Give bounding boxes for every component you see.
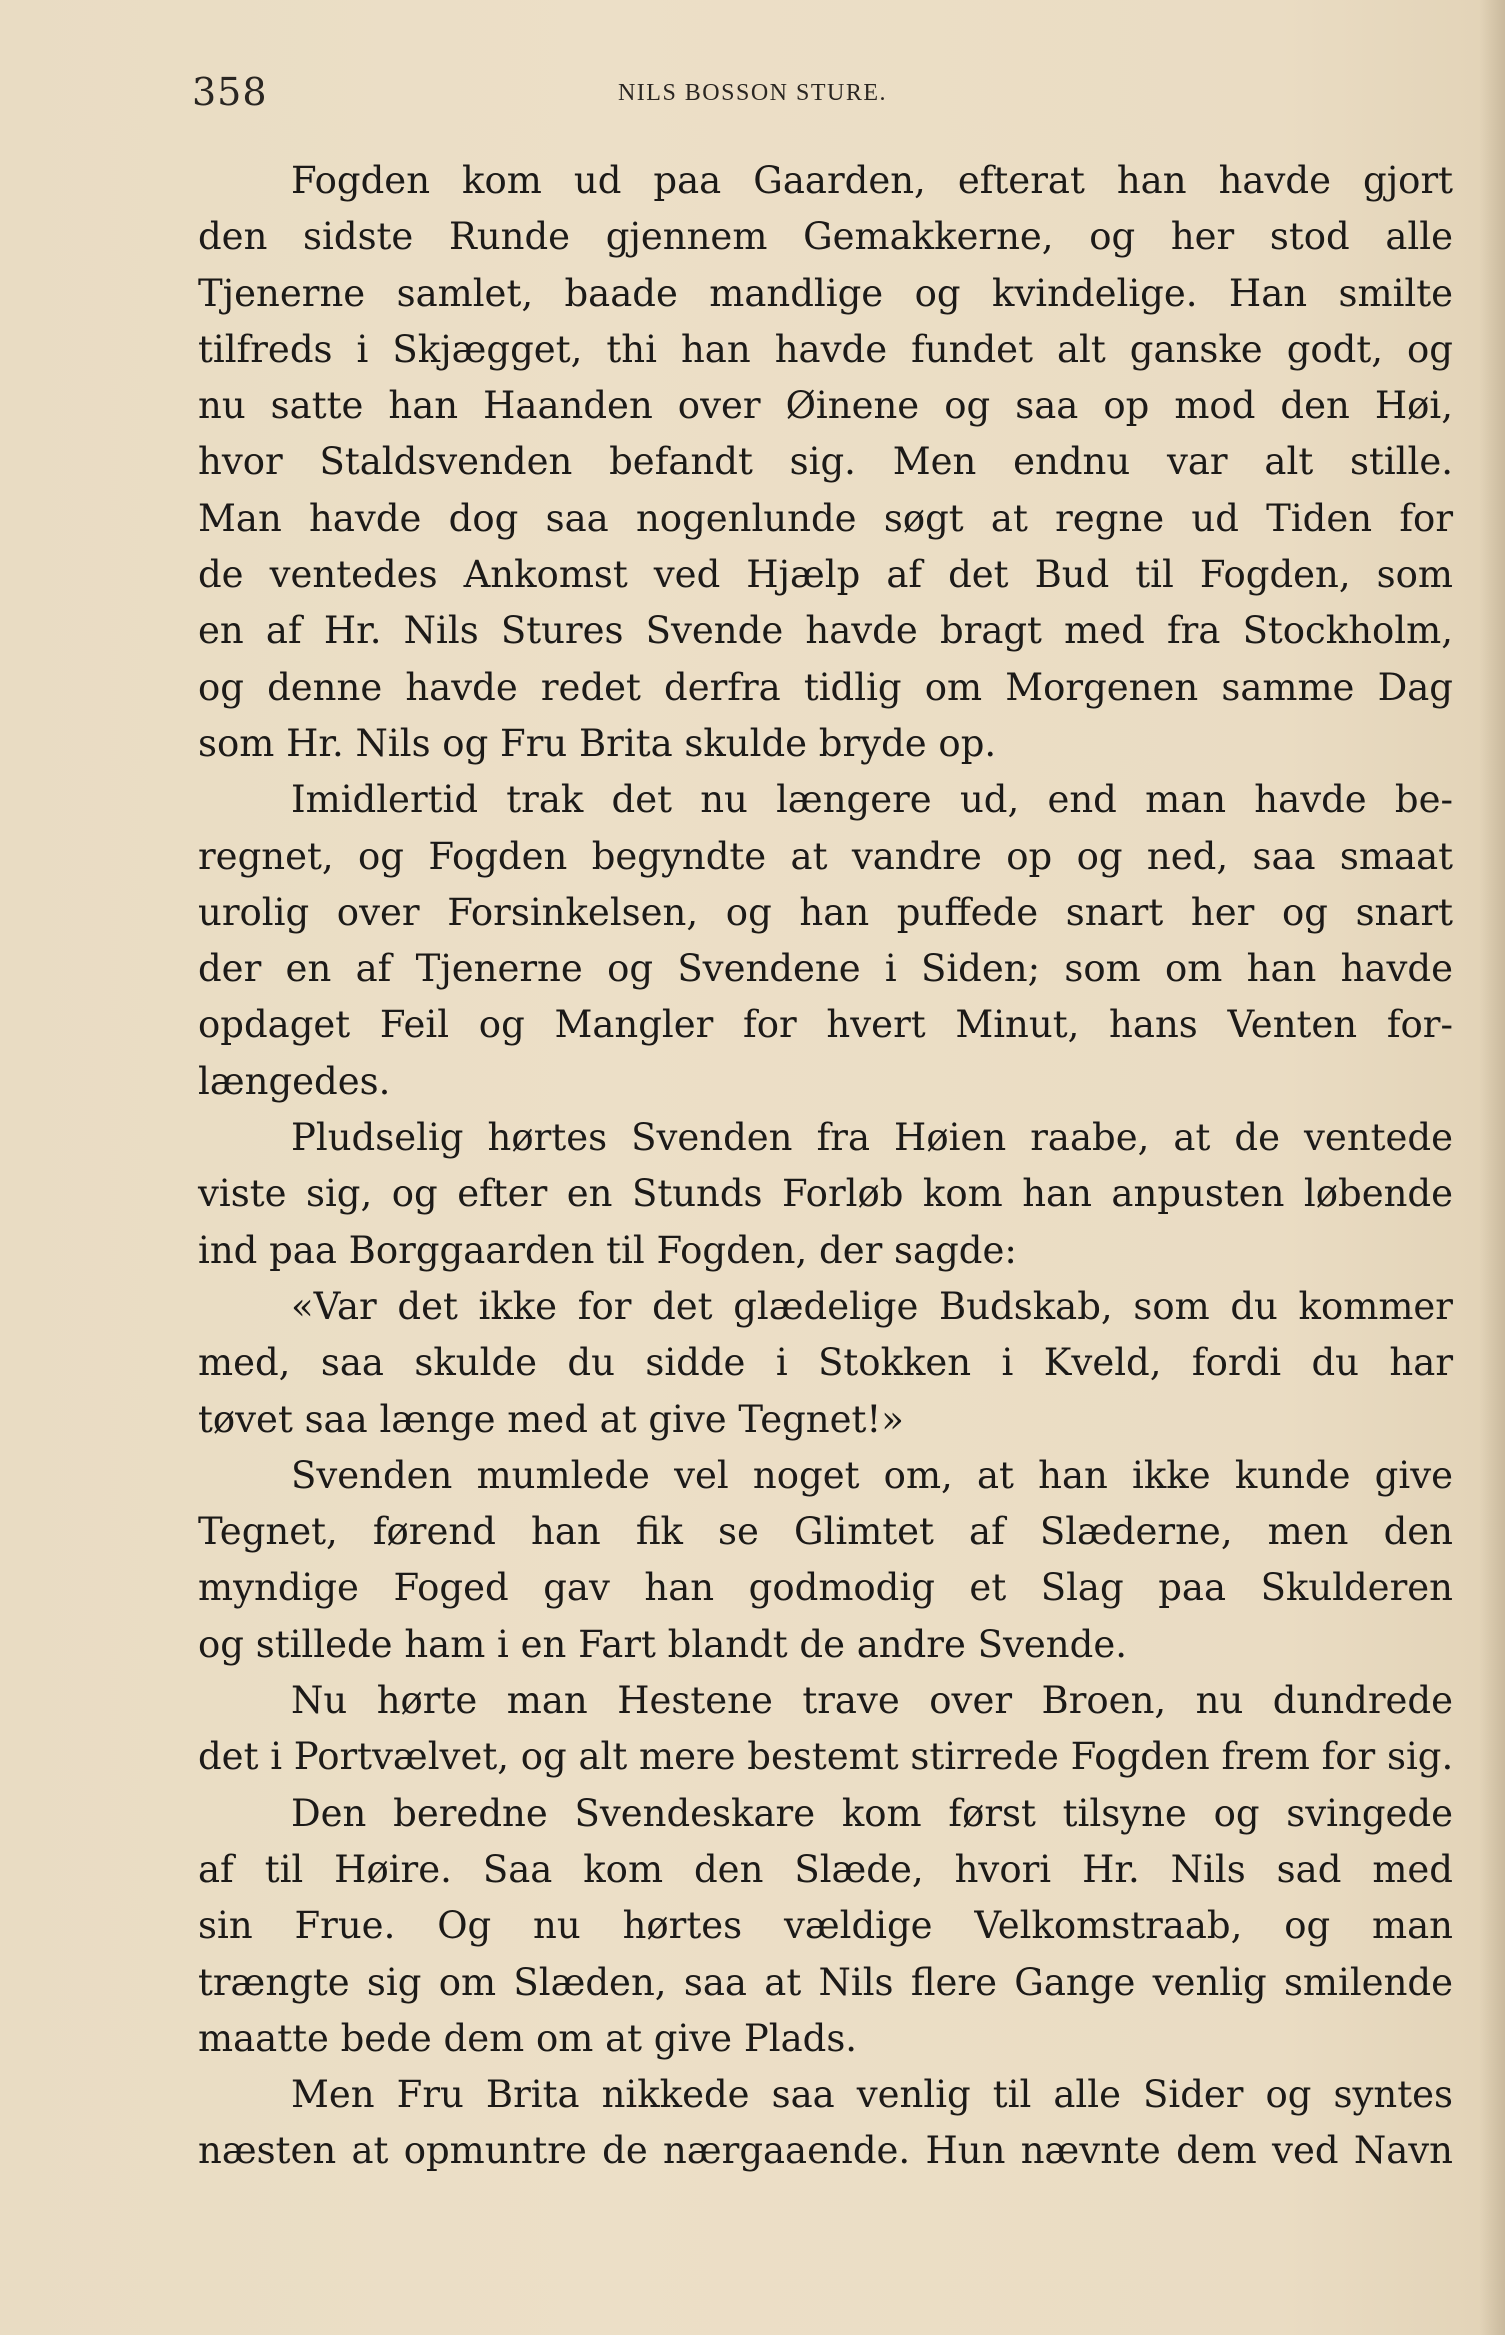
page-edge-shadow [1479, 0, 1505, 2335]
text-line: nu satte han Haanden over Øinene og saa op mod den Høi, [198, 384, 1453, 428]
text-line: og stillede ham i en Fart blandt de andre Svende. [198, 1622, 1127, 1666]
text-line: af til Høire. Saa kom den Slæde, hvori Hr. Nils sad med [198, 1847, 1453, 1891]
text-line: Pludselig hørtes Svenden fra Høien raabe, at de ventede [291, 1116, 1453, 1160]
text-line: som Hr. Nils og Fru Brita skulde bryde op. [198, 721, 997, 765]
page-number: 358 [192, 70, 268, 114]
text-line: sin Frue. Og nu hørtes vældige Velkomstraab, og man [198, 1904, 1453, 1948]
text-line: opdaget Feil og Mangler for hvert Minut, hans Venten for- [198, 1003, 1453, 1047]
text-line: Svenden mumlede vel noget om, at han ikke kunde give [291, 1453, 1453, 1497]
text-line: ind paa Borggaarden til Fogden, der sagde: [198, 1228, 1017, 1272]
text-line: Tjenerne samlet, baade mandlige og kvindelige. Han smilte [198, 271, 1453, 315]
text-line: hvor Staldsvenden befandt sig. Men endnu var alt stille. [198, 440, 1453, 484]
text-line: Den beredne Svendeskare kom først tilsyne og svingede [291, 1791, 1453, 1835]
text-line: Men Fru Brita nikkede saa venlig til alle Sider og syntes [291, 2073, 1453, 2117]
text-line: Man havde dog saa nogenlunde søgt at regne ud Tiden for [198, 496, 1453, 540]
text-line: der en af Tjenerne og Svendene i Siden; som om han havde [198, 947, 1453, 991]
text-line: en af Hr. Nils Stures Svende havde bragt med fra Stockholm, [198, 609, 1453, 653]
text-line: Nu hørte man Hestene trave over Broen, nu dundrede [291, 1679, 1453, 1723]
text-line: med, saa skulde du sidde i Stokken i Kveld, fordi du har [198, 1341, 1453, 1385]
text-line: det i Portvælvet, og alt mere bestemt stirrede Fogden frem for sig. [198, 1735, 1454, 1779]
text-line: maatte bede dem om at give Plads. [198, 2016, 858, 2060]
text-line: den sidste Runde gjennem Gemakkerne, og her stod alle [198, 215, 1453, 259]
running-head: NILS BOSSON STURE. [617, 80, 888, 106]
text-line: urolig over Forsinkelsen, og han puffede snart her og snart [198, 890, 1453, 934]
text-line: trængte sig om Slæden, saa at Nils flere Gange venlig smilende [198, 1960, 1453, 2004]
text-line: de ventedes Ankomst ved Hjælp af det Bud til Fogden, som [198, 553, 1453, 597]
text-line: længedes. [198, 1059, 391, 1103]
text-line: Tegnet, førend han fik se Glimtet af Slæderne, men den [198, 1510, 1453, 1554]
text-line: næsten at opmuntre de nærgaaende. Hun nævnte dem ved Navn [198, 2129, 1453, 2173]
text-line: «Var det ikke for det glædelige Budskab, som du kommer [291, 1284, 1453, 1328]
text-line: tøvet saa længe med at give Tegnet!» [198, 1397, 904, 1441]
body-text [198, 153, 1453, 2180]
text-line: Fogden kom ud paa Gaarden, efterat han havde gjort [291, 159, 1453, 202]
text-line: og denne havde redet derfra tidlig om Morgenen samme Dag [198, 665, 1453, 709]
text-line: Imidlertid trak det nu længere ud, end man havde be- [291, 778, 1453, 822]
text-line: myndige Foged gav han godmodig et Slag paa Skulderen [198, 1566, 1453, 1610]
text-line: viste sig, og efter en Stunds Forløb kom han anpusten løbende [198, 1172, 1453, 1216]
text-line: tilfreds i Skjægget, thi han havde fundet alt ganske godt, og [198, 327, 1453, 371]
text-line: regnet, og Fogden begyndte at vandre op og ned, saa smaat [198, 834, 1453, 878]
